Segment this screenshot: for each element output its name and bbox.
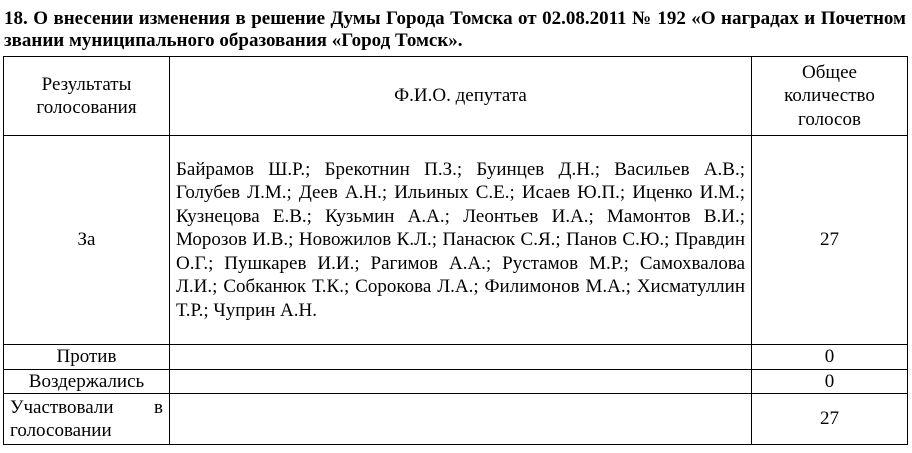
cell-total-abstained: 0 — [752, 369, 908, 394]
table-header-row — [4, 57, 908, 136]
cell-result-against: Против — [4, 345, 170, 370]
table-row-for — [4, 136, 908, 345]
voting-results-table — [3, 56, 908, 445]
header-total-votes: Общее количество голосов — [752, 57, 908, 136]
cell-deputies-abstained — [170, 369, 752, 394]
resolution-heading: 18. О внесении изменения в решение Думы Города Томска от 02.08.2011 № 192 «О наградах и Почетном звании муниципального образования «Город Томск». — [4, 8, 906, 51]
cell-deputies-participated — [170, 394, 752, 445]
cell-total-for: 27 — [752, 136, 908, 345]
header-deputy-name: Ф.И.О. депутата — [170, 57, 752, 136]
table-row-abstained — [4, 369, 908, 394]
cell-deputies-for: Байрамов Ш.Р.; Брекотнин П.З.; Буинцев Д.Н.; Васильев А.В.; Голубев Л.М.; Деев А.Н.; Ильиных С.Е.; Исаев Ю.П.; Иценко И.М.; Кузнецова Е.В.; Кузьмин А.А.; Леонтьев И.А.; Мамонтов В.И.; Морозов И.В.; Новожилов К.Л.; Панасюк С.Я.; Панов С.Ю.; Правдин О.Г.; Пушкарев И.И.; Рагимов А.А.; Рустамов М.Р.; Самохвалова Л.И.; Собканюк Т.К.; Сорокова Л.А.; Филимонов М.А.; Хисматуллин Т.Р.; Чуприн А.Н. — [170, 136, 752, 345]
cell-total-participated: 27 — [752, 394, 908, 445]
table-row-participated — [4, 394, 908, 445]
cell-deputies-against — [170, 345, 752, 370]
cell-result-for: За — [4, 136, 170, 345]
cell-result-abstained: Воздержались — [4, 369, 170, 394]
header-voting-result: Результаты голосования — [4, 57, 170, 136]
cell-total-against: 0 — [752, 345, 908, 370]
cell-result-participated: Участвовали в голосовании — [4, 394, 170, 445]
table-row-against — [4, 345, 908, 370]
